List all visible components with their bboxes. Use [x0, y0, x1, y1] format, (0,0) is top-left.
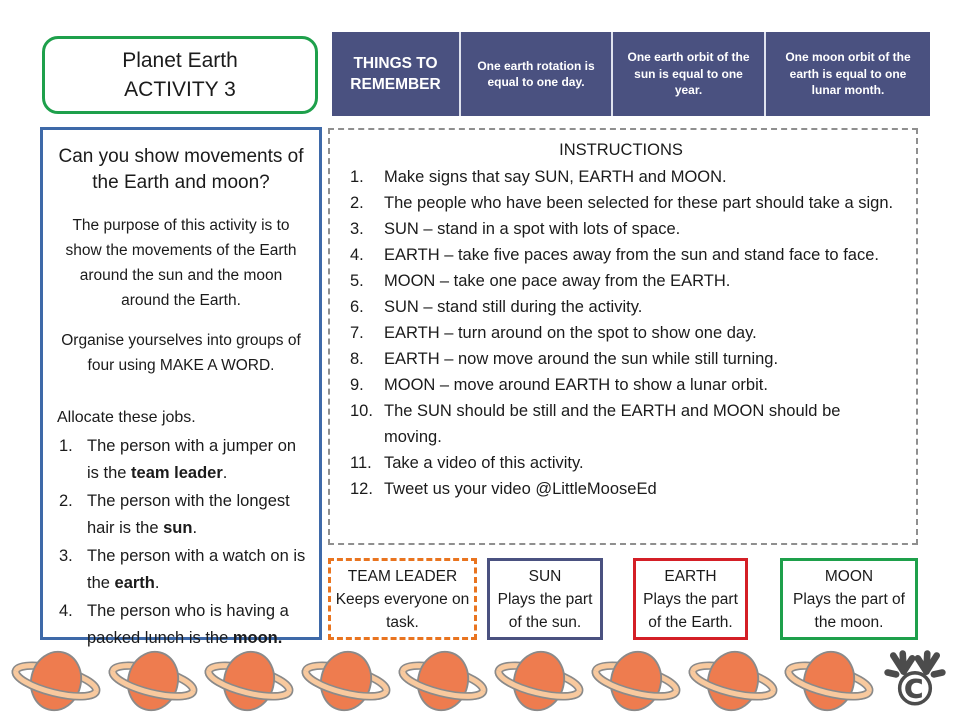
jobs-list [51, 433, 311, 652]
instruction-number: 11. [350, 454, 372, 472]
role-title: MOON [824, 567, 874, 585]
role-box-sun [487, 558, 603, 640]
instruction-number: 1. [350, 168, 364, 186]
planet-row [0, 646, 960, 716]
role-box-earth [633, 558, 748, 640]
job-number: 4. [59, 602, 73, 620]
instruction-item: 11. Take a video of this activity. [342, 450, 900, 476]
instruction-item: 10. The SUN should be still and the EARTH and MOON should be moving. [342, 398, 900, 450]
activity-overview-panel [40, 127, 322, 647]
job-role-bold: moon. [232, 629, 283, 647]
instruction-number: 6. [350, 298, 364, 316]
instruction-number: 8. [350, 350, 364, 368]
job-role-bold: sun [163, 519, 193, 537]
saturn-icon [493, 648, 585, 714]
instruction-item: 9. MOON – move around EARTH to show a lunar orbit. [342, 372, 900, 398]
activity-question: Can you show movements of the Earth and moon? [58, 146, 304, 193]
role-description: Plays the part of the moon. [792, 590, 905, 631]
instruction-number: 4. [350, 246, 364, 264]
role-description: Plays the part of the Earth. [643, 590, 738, 631]
job-role-bold: earth [114, 574, 155, 592]
organise-note: Organise yourselves into groups of four using MAKE A WORD. [61, 332, 301, 374]
role-title: SUN [528, 567, 562, 585]
job-item: 4. The person who is having a packed lunch is the moon. [51, 598, 311, 652]
title-line-1: Planet Earth [122, 49, 238, 72]
saturn-icon [687, 648, 779, 714]
instruction-item: 1. Make signs that say SUN, EARTH and MOON. [342, 164, 900, 190]
instruction-item: 8. EARTH – now move around the sun while still turning. [342, 346, 900, 372]
remember-fact-cell: One earth rotation is equal to one day. [459, 32, 611, 116]
instruction-item: 3. SUN – stand in a spot with lots of space. [342, 216, 900, 242]
job-role-bold: team leader [131, 464, 223, 482]
instruction-number: 2. [350, 194, 364, 212]
title-line-2: ACTIVITY 3 [124, 78, 236, 101]
role-title: EARTH [664, 567, 717, 585]
instruction-number: 10. [350, 402, 373, 420]
job-number: 2. [59, 492, 73, 510]
saturn-icon [203, 648, 295, 714]
things-to-remember-table [332, 32, 930, 116]
instruction-item: 2. The people who have been selected for these part should take a sign. [342, 190, 900, 216]
saturn-icon [10, 648, 102, 714]
job-number: 1. [59, 437, 73, 455]
role-box-moon [780, 558, 918, 640]
instruction-number: 7. [350, 324, 364, 342]
instruction-item: 4. EARTH – take five paces away from the sun and stand face to face. [342, 242, 900, 268]
role-box-team-leader [328, 558, 477, 640]
saturn-icon [300, 648, 392, 714]
instruction-number: 12. [350, 480, 373, 498]
activity-purpose: The purpose of this activity is to show the movements of the Earth around the sun and the moon around the Earth. [65, 217, 297, 309]
saturn-icon [590, 648, 682, 714]
title-box [42, 36, 318, 114]
role-description: Keeps everyone on task. [335, 590, 470, 631]
instructions-list [342, 164, 900, 502]
moose-copyright-logo [880, 647, 950, 715]
job-number: 3. [59, 547, 73, 565]
job-item: 1. The person with a jumper on is the team leader. [51, 433, 311, 487]
job-item: 3. The person with a watch on is the earth. [51, 543, 311, 597]
saturn-icon [397, 648, 489, 714]
remember-header-cell: THINGS TO REMEMBER [350, 55, 441, 93]
instructions-panel [328, 128, 918, 545]
instruction-item: 7. EARTH – turn around on the spot to show one day. [342, 320, 900, 346]
remember-fact-cell: One moon orbit of the earth is equal to one lunar month. [764, 32, 930, 116]
remember-fact-cell: One earth orbit of the sun is equal to one year. [611, 32, 764, 116]
role-title: TEAM LEADER [347, 567, 458, 585]
instruction-number: 9. [350, 376, 364, 394]
instructions-title: INSTRUCTIONS [559, 141, 683, 159]
allocate-heading: Allocate these jobs. [57, 409, 196, 426]
instruction-item: 12. Tweet us your video @LittleMooseEd [342, 476, 900, 502]
role-description: Plays the part of the sun. [497, 590, 593, 631]
instruction-item: 6. SUN – stand still during the activity. [342, 294, 900, 320]
role-boxes-row [328, 556, 918, 642]
saturn-icon [783, 648, 875, 714]
instruction-number: 3. [350, 220, 364, 238]
saturn-icon [107, 648, 199, 714]
instruction-number: 5. [350, 272, 364, 290]
instruction-item: 5. MOON – take one pace away from the EARTH. [342, 268, 900, 294]
job-item: 2. The person with the longest hair is the sun. [51, 488, 311, 542]
